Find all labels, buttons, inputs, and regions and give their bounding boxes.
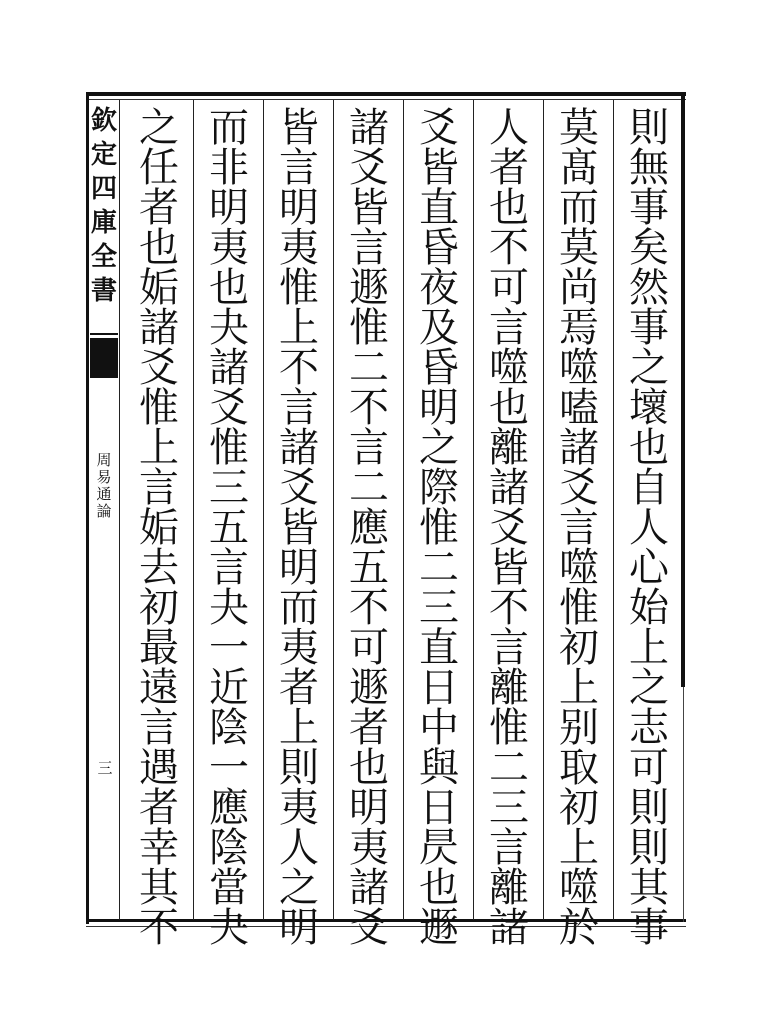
text-character: 莫 [559,225,599,271]
text-character: 姤 [139,505,179,551]
text-character: 離 [489,425,529,471]
text-character: 上 [279,705,319,751]
text-character: 諸 [209,345,249,391]
text-character: 惟 [279,265,319,311]
text-character: 不 [139,905,179,951]
text-character: 諸 [349,865,389,911]
text-character: 夷 [279,785,319,831]
text-character: 取 [559,745,599,791]
text-character: 噬 [559,865,599,911]
text-character: 可 [629,745,669,791]
text-character: 上 [139,425,179,471]
margin-book-title [90,104,118,308]
text-character: 昏 [419,225,459,271]
margin-page-number: 三 [97,759,113,777]
column-rule [613,100,614,920]
text-character: 言 [139,465,179,511]
text-character: 皆 [419,145,459,191]
text-character: 三 [419,585,459,631]
text-character: 一 [209,745,249,791]
text-character: 上 [559,825,599,871]
text-character: 之 [279,865,319,911]
text-character: 不 [489,225,529,271]
text-character: 夷 [349,825,389,871]
text-character: 上 [629,625,669,671]
text-character: 可 [349,625,389,671]
text-character: 夬 [209,585,249,631]
text-character: 離 [489,665,529,711]
text-character: 遯 [419,905,459,951]
text-character: 言 [279,385,319,431]
text-character: 二 [349,465,389,511]
text-character: 言 [489,305,529,351]
text-column-7 [197,105,261,951]
column-rule [333,100,334,920]
text-character: 莫 [559,105,599,151]
text-character: 皆 [489,545,529,591]
frame-right-border [681,92,685,687]
frame-right-border-lower [683,687,684,922]
margin-subtitle-character: 易 [96,468,112,486]
margin-fishtail-line [90,333,118,335]
text-character: 可 [489,265,529,311]
text-character: 而 [279,585,319,631]
text-character: 諸 [139,305,179,351]
text-character: 遯 [349,665,389,711]
text-character: 上 [559,665,599,711]
text-character: 日 [419,665,459,711]
text-character: 明 [349,785,389,831]
text-character: 志 [629,705,669,751]
text-character: 也 [419,865,459,911]
text-character: 嗑 [559,385,599,431]
text-character: 之 [139,105,179,151]
text-character: 言 [139,705,179,751]
text-character: 夷 [279,225,319,271]
text-character: 而 [209,105,249,151]
text-character: 言 [209,545,249,591]
text-character: 明 [209,185,249,231]
text-character: 諸 [489,465,529,511]
text-character: 爻 [559,465,599,511]
text-character: 任 [139,145,179,191]
text-character: 言 [489,625,529,671]
margin-subtitle-character: 通 [96,485,112,503]
text-character: 於 [559,905,599,951]
text-character: 爻 [349,905,389,951]
text-character: 夬 [209,305,249,351]
text-character: 遇 [139,745,179,791]
text-character: 夜 [419,265,459,311]
text-character: 自 [629,465,669,511]
text-character: 日 [419,785,459,831]
text-character: 明 [419,385,459,431]
text-character: 其 [629,865,669,911]
text-column-8 [127,105,191,951]
text-character: 明 [279,185,319,231]
text-character: 者 [279,665,319,711]
text-character: 惟 [559,585,599,631]
text-character: 爻 [279,465,319,511]
text-column-2 [547,105,611,951]
text-character: 當 [209,865,249,911]
text-column-1 [617,105,681,951]
text-character: 遠 [139,665,179,711]
text-character: 去 [139,545,179,591]
text-character: 近 [209,665,249,711]
text-character: 及 [419,305,459,351]
text-character: 不 [349,585,389,631]
text-character: 初 [139,585,179,631]
text-character: 也 [139,225,179,271]
text-character: 事 [629,305,669,351]
text-character: 焉 [559,305,599,351]
text-character: 言 [559,505,599,551]
text-character: 之 [629,665,669,711]
text-character: 然 [629,265,669,311]
text-character: 者 [139,185,179,231]
text-character: 則 [629,105,669,151]
frame-top-border [86,92,686,96]
text-character: 惟 [349,305,389,351]
text-character: 諸 [349,105,389,151]
text-character: 言 [489,825,529,871]
frame-top-inner-border [86,99,686,100]
text-character: 之 [419,425,459,471]
margin-title-character: 書 [90,276,117,306]
text-character: 明 [279,905,319,951]
column-rule [193,100,194,920]
text-character: 尚 [559,265,599,311]
text-character: 中 [419,705,459,751]
text-character: 非 [209,145,249,191]
text-character: 則 [279,745,319,791]
text-character: 人 [489,105,529,151]
text-character: 人 [629,505,669,551]
text-character: 也 [349,745,389,791]
text-character: 髙 [559,145,599,191]
text-character: 人 [279,825,319,871]
text-character: 爻 [209,385,249,431]
text-character: 别 [559,705,599,751]
text-column-4 [407,105,471,951]
text-character: 爻 [419,105,459,151]
margin-subtitle-character: 論 [96,502,112,520]
text-character: 夷 [279,625,319,671]
text-character: 諸 [279,425,319,471]
text-character: 最 [139,625,179,671]
margin-title-character: 定 [90,140,117,170]
text-character: 遯 [349,265,389,311]
margin-title-character: 全 [90,242,117,272]
text-character: 事 [629,185,669,231]
column-rule [263,100,264,920]
text-character: 二 [419,545,459,591]
text-character: 夷 [209,225,249,271]
text-character: 與 [419,745,459,791]
text-character: 皆 [279,505,319,551]
margin-title-character: 庫 [90,208,117,238]
text-character: 爻 [349,145,389,191]
text-character: 姤 [139,265,179,311]
text-character: 五 [349,545,389,591]
text-character: 也 [629,425,669,471]
text-character: 初 [559,625,599,671]
text-character: 五 [209,505,249,551]
column-rule [473,100,474,920]
margin-title-character: 欽 [90,106,117,136]
text-character: 則 [629,825,669,871]
text-character: 陰 [209,705,249,751]
text-character: 陰 [209,825,249,871]
text-character: 夬 [209,905,249,951]
text-character: 惟 [489,705,529,751]
text-character: 皆 [349,185,389,231]
text-character: 者 [349,705,389,751]
text-character: 爻 [489,505,529,551]
text-character: 言 [349,425,389,471]
text-character: 直 [419,185,459,231]
text-character: 爻 [139,345,179,391]
text-character: 惟 [139,385,179,431]
text-character: 一 [209,625,249,671]
text-character: 也 [489,385,529,431]
text-character: 噬 [559,345,599,391]
text-column-6 [267,105,331,951]
text-character: 二 [489,745,529,791]
text-character: 昏 [419,345,459,391]
text-character: 二 [349,345,389,391]
margin-title-character: 四 [90,174,117,204]
text-character: 離 [489,865,529,911]
text-character: 壞 [629,385,669,431]
text-character: 始 [629,585,669,631]
column-rule [403,100,404,920]
text-character: 也 [489,185,529,231]
text-character: 應 [349,505,389,551]
text-character: 惟 [209,425,249,471]
text-character: 諸 [559,425,599,471]
text-character: 不 [349,385,389,431]
text-character: 三 [489,785,529,831]
text-character: 矣 [629,225,669,271]
text-character: 幸 [139,825,179,871]
margin-chapter-title [94,452,114,520]
text-character: 昃 [419,825,459,871]
text-character: 噬 [489,345,529,391]
margin-fishtail-block [90,338,118,378]
margin-subtitle-character: 周 [96,451,112,469]
text-character: 惟 [419,505,459,551]
text-character: 則 [629,785,669,831]
text-character: 直 [419,625,459,671]
text-character: 應 [209,785,249,831]
text-character: 皆 [279,105,319,151]
text-character: 事 [629,905,669,951]
text-character: 心 [629,545,669,591]
text-column-5 [337,105,401,951]
text-character: 明 [279,545,319,591]
text-column-3 [477,105,541,951]
text-character: 上 [279,305,319,351]
text-character: 也 [209,265,249,311]
text-character: 言 [279,145,319,191]
text-character: 而 [559,185,599,231]
text-character: 言 [349,225,389,271]
text-character: 噬 [559,545,599,591]
text-character: 者 [139,785,179,831]
text-character: 不 [489,585,529,631]
column-rule [543,100,544,920]
text-character: 初 [559,785,599,831]
text-character: 三 [209,465,249,511]
text-character: 諸 [489,905,529,951]
text-character: 其 [139,865,179,911]
text-character: 之 [629,345,669,391]
text-character: 際 [419,465,459,511]
text-character: 者 [489,145,529,191]
text-character: 無 [629,145,669,191]
text-character: 不 [279,345,319,391]
